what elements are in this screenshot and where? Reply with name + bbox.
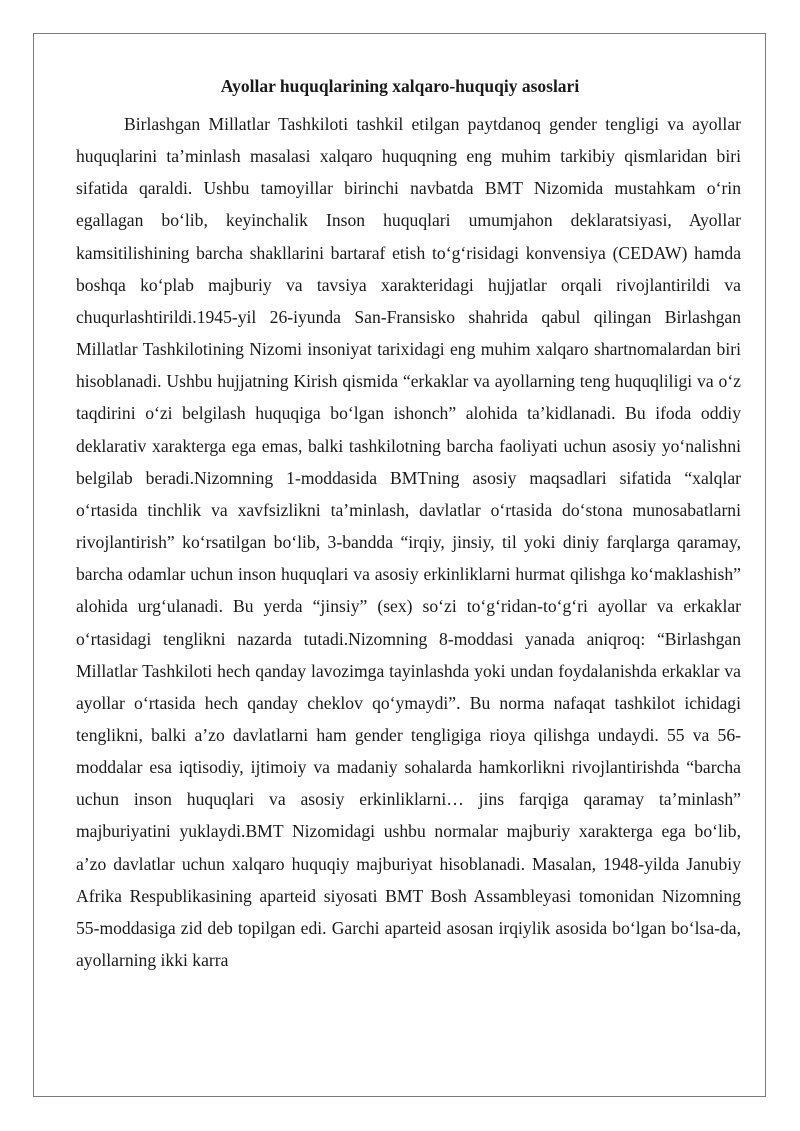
body-paragraph: Birlashgan Millatlar Tashkiloti tashkil etilgan paytdanoq gender tengligi va ayollar huquqlarini ta’minlash masalasi xalqaro huquqning eng muhim tarkibiy qismlaridan biri sifatida qaraldi. Ushbu tamoyillar birinchi navbatda BMT Nizomida mustahkam o‘rin egallagan bo‘lib, keyinchalik Inson huquqlari umumjahon deklaratsiyasi, Ayollar kamsitilishining barcha shakllarini bartaraf etish to‘g‘risidagi konvensiya (CEDAW) hamda boshqa ko‘plab majburiy va tavsiya xarakteridagi hujjatlar orqali rivojlantirildi va chuqurlashtirildi.1945-yil 26-iyunda San-Fransisko shahrida qabul qilingan Birlashgan Millatlar Tashkilotining Nizomi insoniyat tarixidagi eng muhim xalqaro shartnomalardan biri hisoblanadi. Ushbu hujjatning Kirish qismida “erkaklar va ayollarning teng huquqliligi va o‘z taqdirini o‘zi belgilash huquqiga bo‘lgan ishonch” alohida ta’kidlanadi. Bu ifoda oddiy deklarativ xarakterga ega emas, balki tashkilotning barcha faoliyati uchun asosiy yo‘nalishni belgilab beradi.Nizomning 1-moddasida BMTning asosiy maqsadlari sifatida “xalqlar o‘rtasida tinchlik va xavfsizlikni ta’minlash, davlatlar o‘rtasida do‘stona munosabatlarni rivojlantirish” ko‘rsatilgan bo‘lib, 3-bandda “irqiy, jinsiy, til yoki diniy farqlarga qaramay, barcha odamlar uchun inson huquqlari va asosiy erkinliklarni hurmat qilishga ko‘maklashish” alohida urg‘ulanadi. Bu yerda “jinsiy” (sex) so‘zi to‘g‘ridan-to‘g‘ri ayollar va erkaklar o‘rtasidagi tenglikni nazarda tutadi.Nizomning 8-moddasi yanada aniqroq: “Birlashgan Millatlar Tashkiloti hech qanday lavozimga tayinlashda yoki undan foydalanishda erkaklar va ayollar o‘rtasida hech qanday cheklov qo‘ymaydi”. Bu norma nafaqat tashkilot ichidagi tenglikni, balki a’zo davlatlarni ham gender tengligiga rioya qilishga undaydi. 55 va 56-moddalar esa iqtisodiy, ijtimoiy va madaniy sohalarda hamkorlikni rivojlantirishda “barcha uchun inson huquqlari va asosiy erkinliklarni… jins farqiga qaramay ta’minlash” majburiyatini yuklaydi.BMT Nizomidagi ushbu normalar majburiy xarakterga ega bo‘lib, a’zo davlatlar uchun xalqaro huquqiy majburiyat hisoblanadi. Masalan, 1948-yilda Janubiy Afrika Respublikasining aparteid siyosati BMT Bosh Assambleyasi tomonidan Nizomning 55-moddasiga zid deb topilgan edi. Garchi aparteid asosan irqiylik asosida bo‘lgan bo‘lsa-da, ayollarning ikki karra [76, 114, 741, 971]
document-title: Ayollar huquqlarining xalqaro-huquqiy asoslari [220, 76, 580, 96]
